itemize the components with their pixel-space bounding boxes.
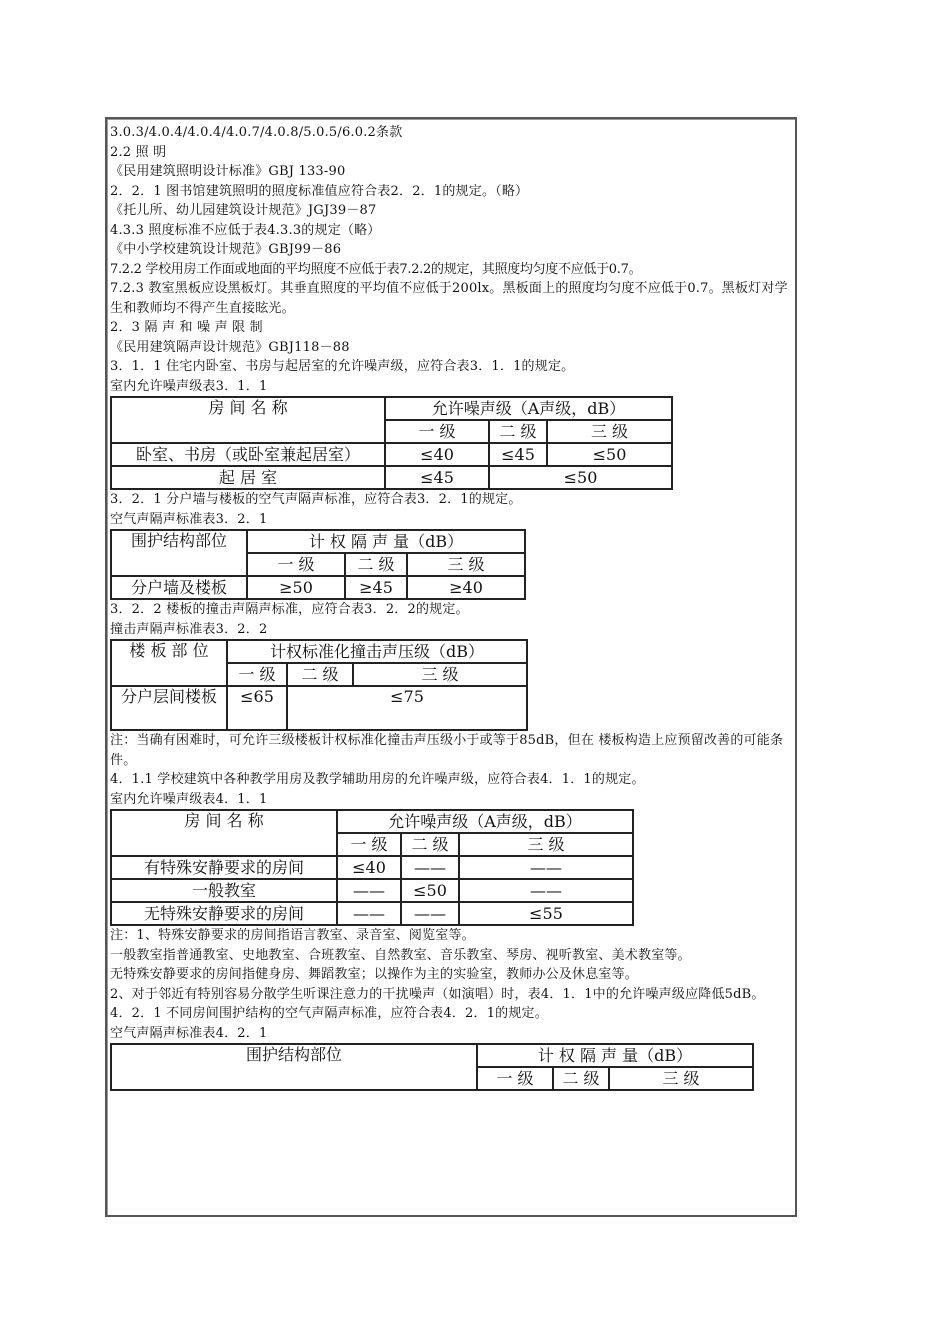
cell-grade-3: ——: [459, 856, 633, 879]
row-label: 分户墙及楼板: [111, 576, 247, 599]
header-room-name: 房 间 名 称: [111, 397, 385, 443]
cell-grade-2: ≤45: [489, 443, 547, 466]
document-frame: [105, 117, 797, 1217]
row-label: 一般教室: [111, 879, 337, 902]
text-line: 3.0.3/4.0.4/4.0.4/4.0.7/4.0.8/5.0.5/6.0.2条款: [110, 125, 403, 140]
grade-1-header: 一 级: [385, 420, 489, 443]
header-noise-level: 允许噪声级（A声级，dB）: [385, 397, 672, 420]
text-line: 7.2.2 学校用房工作面或地面的平均照度不应低于表7.2.2的规定，其照度均匀度不应低于0.7。: [110, 261, 642, 277]
cell-grade-3: ≥40: [407, 576, 525, 599]
text-line: 4．2．1 不同房间围护结构的空气声隔声标准，应符合表4．2．1的规定。: [110, 1006, 548, 1021]
section-heading: 2．3 隔 声 和 噪 声 限 制: [110, 320, 263, 335]
header-insulation: 计 权 隔 声 量（dB）: [477, 1044, 753, 1067]
cell-grade-2: ——: [401, 856, 459, 879]
grade-2-header: 二 级: [553, 1067, 609, 1090]
row-label: 起 居 室: [111, 466, 385, 489]
cell-grade-2: ≥45: [345, 576, 407, 599]
row-label: 卧室、书房（或卧室兼起居室）: [111, 443, 385, 466]
cell-grade-1: ≤45: [385, 466, 489, 489]
header-impact-level: 计权标准化撞击声压级（dB）: [227, 640, 527, 663]
grade-3-header: 三 级: [353, 663, 527, 686]
table-caption: 空气声隔声标准表4．2．1: [110, 1025, 268, 1041]
airborne-table-4-2-1: [110, 1043, 754, 1091]
grade-3-header: 三 级: [407, 553, 525, 576]
cell-grade-1: ≤65: [227, 686, 287, 730]
grade-1-header: 一 级: [227, 663, 287, 686]
text-line: 《民用建筑隔声设计规范》GBJ118－88: [110, 339, 350, 355]
grade-2-header: 二 级: [345, 553, 407, 576]
grade-1-header: 一 级: [337, 833, 401, 856]
table-caption: 撞击声隔声标准表3．2．2: [110, 621, 268, 637]
table-caption: 室内允许噪声级表4．1．1: [110, 791, 268, 807]
text-line: 《托儿所、幼儿园建筑设计规范》JGJ39－87: [110, 203, 377, 218]
text-line: 3．1．1 住宅内卧室、书房与起居室的允许噪声级，应符合表3．1．1的规定。: [110, 359, 575, 374]
grade-3-header: 三 级: [459, 833, 633, 856]
cell-grade-1: ——: [337, 879, 401, 902]
cell-grade-1: ≤40: [385, 443, 489, 466]
cell-grade-3: ——: [459, 879, 633, 902]
noise-table-4-1-1: [110, 809, 634, 926]
cell-grade-2: ——: [401, 902, 459, 925]
text-line: 3．2．2 楼板的撞击声隔声标准，应符合表3．2．2的规定。: [110, 602, 469, 617]
table-caption: 空气声隔声标准表3．2．1: [110, 511, 268, 527]
grade-1-header: 一 级: [477, 1067, 553, 1090]
text-line: 3．2．1 分户墙与楼板的空气声隔声标准，应符合表3．2．1的规定。: [110, 492, 522, 507]
grade-1-header: 一 级: [247, 553, 345, 576]
note-line: 注：1、特殊安静要求的房间指语言教室、录音室、阅览室等。: [110, 928, 475, 943]
impact-table-3-2-2: [110, 639, 528, 731]
note-paragraph: 注：当确有困难时，可允许三级楼板计权标准化撞击声压级小于或等于85dB，但在 楼板构造上应预留改善的可能条件。: [110, 733, 784, 768]
grade-3-header: 三 级: [609, 1067, 753, 1090]
header-room-name: 房 间 名 称: [111, 810, 337, 856]
row-label: 有特殊安静要求的房间: [111, 856, 337, 879]
cell-grade-2-3: ≤50: [489, 466, 672, 489]
cell-grade-3: ≤50: [547, 443, 672, 466]
cell-grade-2: ≤50: [401, 879, 459, 902]
cell-grade-2-3: ≤75: [287, 686, 527, 730]
header-part: 围护结构部位: [111, 1044, 477, 1090]
cell-grade-1: ——: [337, 902, 401, 925]
header-part: 楼 板 部 位: [111, 640, 227, 686]
note-line: 无特殊安静要求的房间指健身房、舞蹈教室；以操作为主的实验室，教师办公及休息室等。: [110, 967, 639, 982]
text-line: 《民用建筑照明设计标准》GBJ 133-90: [110, 164, 346, 179]
grade-2-header: 二 级: [489, 420, 547, 443]
header-insulation: 计 权 隔 声 量（dB）: [247, 530, 525, 553]
document-body: [110, 123, 791, 1091]
cell-grade-1: ≤40: [337, 856, 401, 879]
table-caption: 室内允许噪声级表3．1．1: [110, 378, 268, 394]
text-line: 4．1.1 学校建筑中各种教学用房及教学辅助用房的允许噪声级，应符合表4．1．1的规定。: [110, 772, 645, 787]
noise-table-3-1-1: [110, 396, 673, 490]
airborne-table-3-2-1: [110, 529, 526, 600]
cell-grade-3: ≤55: [459, 902, 633, 925]
header-part: 围护结构部位: [111, 530, 247, 576]
grade-2-header: 二 级: [287, 663, 353, 686]
section-heading: 2.2 照 明: [110, 144, 167, 160]
text-line: 4.3.3 照度标准不应低于表4.3.3的规定（略）: [110, 222, 381, 238]
cell-grade-1: ≥50: [247, 576, 345, 599]
text-line: 《中小学校建筑设计规范》GBJ99－86: [110, 242, 342, 257]
row-label: 无特殊安静要求的房间: [111, 902, 337, 925]
note-paragraph: 2、对于邻近有特别容易分散学生听课注意力的干扰噪声（如演唱）时，表4．1．1中的允许噪声级应降低5dB。: [110, 986, 765, 1002]
header-noise-level: 允许噪声级（A声级，dB）: [337, 810, 633, 833]
row-label: 分户层间楼板: [111, 686, 227, 730]
grade-2-header: 二 级: [401, 833, 459, 856]
grade-3-header: 三 级: [547, 420, 672, 443]
text-paragraph: 7.2.3 教室黑板应设黑板灯。其垂直照度的平均值不应低于200lx。黑板面上的照度均匀度不应低于0.7。黑板灯对学生和教师均不得产生直接眩光。: [110, 281, 788, 316]
text-line: 2．2．1 图书馆建筑照明的照度标准值应符合表2．2．1的规定。（略）: [110, 183, 529, 199]
note-paragraph: 一般教室指普通教室、史地教室、合班教室、自然教室、音乐教室、琴房、视听教室、美术教室等。: [110, 947, 691, 963]
